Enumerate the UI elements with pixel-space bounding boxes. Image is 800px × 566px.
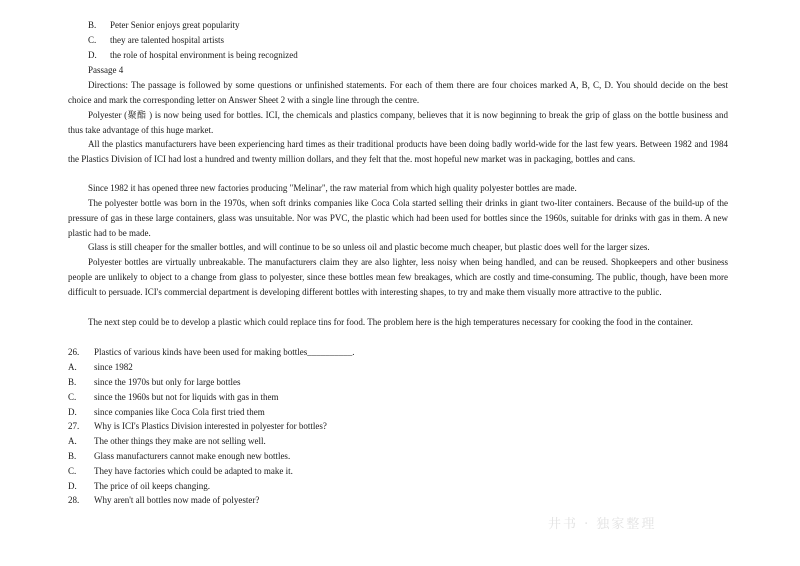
question-26-option-a: A. since 1982: [68, 362, 133, 372]
directions: Directions: The passage is followed by some questions or unfinished statements. For each of them there are four choices marked A, B, C, D. You should decide on the best choice and mark the corresponding letter on Answer Sheet 2 with a single line through the centre.: [68, 80, 728, 105]
question-26-stem: 26. Plastics of various kinds have been used for making bottles__________.: [68, 347, 355, 357]
prev-option-b: B. Peter Senior enjoys great popularity: [88, 20, 240, 30]
paragraph-4: The polyester bottle was born in the 1970s, when soft drinks companies like Coca Cola started selling their drinks in giant two-liter containers. Because of the build-up of the pressure of gas in these large containers, glass was unsuitable. Nor was PVC, the plastic which had been used for bottles since the 1960s, suitable for drinks with gas in them. A new plastic had to be made.: [68, 198, 728, 238]
paragraph-3: Since 1982 it has opened three new factories producing "Melinar", the raw material from which high quality polyester bottles are made.: [88, 183, 577, 193]
question-27-option-b: B. Glass manufacturers cannot make enough new bottles.: [68, 451, 291, 461]
paragraph-1: Polyester (聚酯 ) is now being used for bottles. ICI, the chemicals and plastics company, believes that it is now beginning to break the grip of glass on the bottle business and thus take advantage of this huge market.: [68, 110, 728, 135]
question-26-option-b: B. since the 1970s but only for large bottles: [68, 377, 241, 387]
question-27-option-d: D. The price of oil keeps changing.: [68, 481, 210, 491]
paragraph-7: The next step could be to develop a plastic which could replace tins for food. The problem here is the high temperatures necessary for cooking the food in the container.: [88, 317, 693, 327]
question-27-stem: 27. Why is ICI's Plastics Division interested in polyester for bottles?: [68, 421, 327, 431]
paragraph-5: Glass is still cheaper for the smaller bottles, and will continue to be so unless oil and plastic become much cheaper, but plastic does well for the larger sizes.: [88, 242, 650, 252]
question-28-stem: 28. Why aren't all bottles now made of polyester?: [68, 495, 260, 505]
passage-title: Passage 4: [88, 65, 124, 75]
footer-watermark: 井书 · 独家整理: [548, 517, 657, 532]
prev-option-c: C. they are talented hospital artists: [88, 35, 224, 45]
question-26-option-c: C. since the 1960s but not for liquids with gas in them: [68, 392, 279, 402]
paragraph-2: All the plastics manufacturers have been experiencing hard times as their traditional products have been doing badly world-wide for the last few years. Between 1982 and 1984 the Plastics Division of ICI had lost a hundred and twenty million dollars, and they felt that the. most hopeful new market was in packaging, bottles and cans.: [68, 139, 728, 164]
question-27-option-c: C. They have factories which could be adapted to make it.: [68, 466, 293, 476]
paragraph-6: Polyester bottles are virtually unbreakable. The manufacturers claim they are also lighter, less noisy when being handled, and can be reused. Shopkeepers and other business people are unlikely to object to a change from glass to polyester, since these bottles mean few breakages, which are costly and time-consuming. The public, though, have been more difficult to persuade. ICI's commercial department is developing different bottles with interesting shapes, to try and make them visually more attractive to the public.: [68, 257, 728, 297]
background-watermark: ​: [238, 250, 242, 301]
prev-option-d: D. the role of hospital environment is being recognized: [88, 50, 298, 60]
question-26-option-d: D. since companies like Coca Cola first tried them: [68, 407, 265, 417]
question-27-option-a: A. The other things they make are not selling well.: [68, 436, 266, 446]
